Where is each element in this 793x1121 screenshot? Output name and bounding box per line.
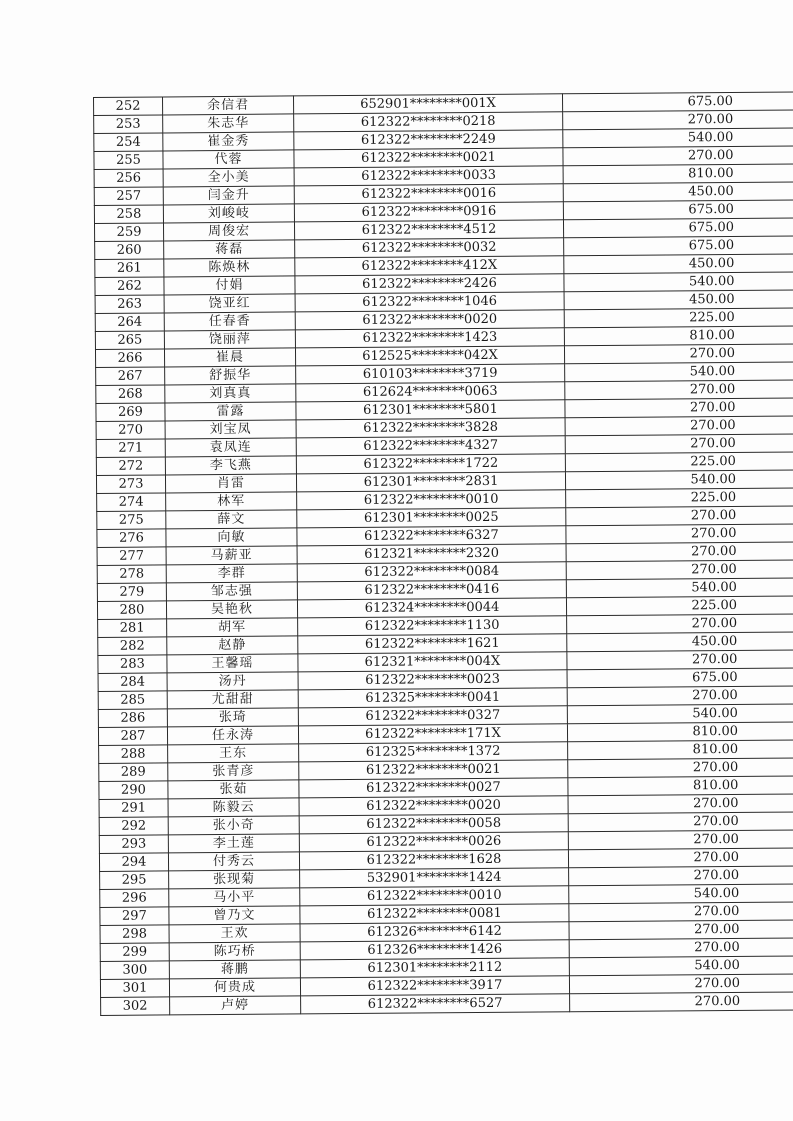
row-number-cell: 263 <box>95 295 164 314</box>
amount-cell: 810.00 <box>568 776 793 796</box>
id-number-cell: 612322********0032 <box>295 238 564 258</box>
row-number-cell: 283 <box>98 655 167 674</box>
id-number-cell: 612322********2426 <box>295 274 564 294</box>
person-name-cell: 刘真真 <box>165 384 296 403</box>
row-number-cell: 276 <box>97 529 166 548</box>
amount-cell: 450.00 <box>563 182 793 202</box>
id-number-cell: 652901********001X <box>293 94 562 114</box>
id-number-cell: 612322********1130 <box>298 616 567 636</box>
row-number-cell: 301 <box>100 979 169 998</box>
person-name-cell: 蒋磊 <box>164 240 295 259</box>
amount-cell: 270.00 <box>568 758 793 778</box>
amount-cell: 270.00 <box>565 380 793 400</box>
person-name-cell: 张茹 <box>168 780 299 799</box>
amount-cell: 540.00 <box>565 470 793 490</box>
id-number-cell: 612325********0041 <box>298 688 567 708</box>
row-number-cell: 257 <box>94 187 163 206</box>
person-name-cell: 张青彦 <box>168 762 299 781</box>
row-number-cell: 302 <box>101 997 170 1016</box>
id-number-cell: 612301********0025 <box>297 508 566 528</box>
amount-cell: 270.00 <box>569 902 793 922</box>
id-number-cell: 612322********0058 <box>299 814 568 834</box>
amount-cell: 270.00 <box>569 974 793 994</box>
id-number-cell: 612322********0416 <box>297 580 566 600</box>
id-number-cell: 612525********042X <box>295 346 564 366</box>
id-number-cell: 612321********004X <box>298 652 567 672</box>
id-number-cell: 612301********2112 <box>300 958 569 978</box>
amount-cell: 540.00 <box>565 362 793 382</box>
id-number-cell: 612322********3917 <box>300 976 569 996</box>
id-number-cell: 612326********1426 <box>300 940 569 960</box>
amount-cell: 810.00 <box>567 722 793 742</box>
id-number-cell: 612322********1628 <box>299 850 568 870</box>
amount-cell: 270.00 <box>567 614 793 634</box>
id-number-cell: 612325********1372 <box>299 742 568 762</box>
person-name-cell: 周俊宏 <box>163 222 294 241</box>
amount-cell: 270.00 <box>568 812 793 832</box>
person-name-cell: 吴艳秋 <box>166 600 297 619</box>
row-number-cell: 281 <box>98 619 167 638</box>
id-number-cell: 612322********0084 <box>297 562 566 582</box>
row-number-cell: 278 <box>97 565 166 584</box>
person-name-cell: 任春香 <box>164 312 295 331</box>
person-name-cell: 雷露 <box>165 402 296 421</box>
id-number-cell: 612321********2320 <box>297 544 566 564</box>
person-name-cell: 全小美 <box>163 168 294 187</box>
amount-cell: 540.00 <box>564 272 793 292</box>
person-name-cell: 张现菊 <box>169 870 300 889</box>
person-name-cell: 刘宝凤 <box>165 420 296 439</box>
id-number-cell: 612322********0033 <box>294 166 563 186</box>
person-name-cell: 胡军 <box>167 618 298 637</box>
amount-cell: 675.00 <box>567 668 793 688</box>
person-name-cell: 朱志华 <box>163 114 294 133</box>
id-number-cell: 612322********0021 <box>294 148 563 168</box>
id-number-cell: 612322********6527 <box>301 994 570 1014</box>
id-number-cell: 612322********0027 <box>299 778 568 798</box>
person-name-cell: 李土莲 <box>168 834 299 853</box>
id-number-cell: 612324********0044 <box>297 598 566 618</box>
row-number-cell: 262 <box>95 277 164 296</box>
id-number-cell: 612322********0026 <box>299 832 568 852</box>
row-number-cell: 256 <box>94 169 163 188</box>
person-name-cell: 陈毅云 <box>168 798 299 817</box>
person-name-cell: 崔晨 <box>164 348 295 367</box>
amount-cell: 225.00 <box>566 488 793 508</box>
person-name-cell: 马薪亚 <box>166 546 297 565</box>
person-name-cell: 卢婷 <box>170 996 301 1015</box>
amount-cell: 270.00 <box>564 344 793 364</box>
amount-cell: 270.00 <box>566 542 793 562</box>
id-number-cell: 612322********412X <box>295 256 564 276</box>
id-number-cell: 612322********0327 <box>298 706 567 726</box>
person-name-cell: 赵静 <box>167 636 298 655</box>
amount-cell: 270.00 <box>563 146 793 166</box>
amount-cell: 270.00 <box>567 650 793 670</box>
person-name-cell: 肖雷 <box>165 474 296 493</box>
row-number-cell: 271 <box>96 439 165 458</box>
amount-cell: 270.00 <box>569 920 793 940</box>
person-name-cell: 李群 <box>166 564 297 583</box>
row-number-cell: 258 <box>94 205 163 224</box>
amount-cell: 270.00 <box>565 416 793 436</box>
amount-cell: 270.00 <box>563 110 793 130</box>
row-number-cell: 297 <box>100 907 169 926</box>
person-name-cell: 刘峻岐 <box>163 204 294 223</box>
id-number-cell: 612301********2831 <box>296 472 565 492</box>
person-name-cell: 王欢 <box>169 924 300 943</box>
person-name-cell: 曾乃文 <box>169 906 300 925</box>
row-number-cell: 277 <box>97 547 166 566</box>
amount-cell: 675.00 <box>563 218 793 238</box>
id-number-cell: 612322********6327 <box>297 526 566 546</box>
id-number-cell: 612322********4512 <box>294 220 563 240</box>
person-name-cell: 余信君 <box>163 96 294 115</box>
row-number-cell: 273 <box>96 475 165 494</box>
row-number-cell: 300 <box>100 961 169 980</box>
amount-cell: 540.00 <box>563 128 793 148</box>
person-name-cell: 林军 <box>166 492 297 511</box>
id-number-cell: 612322********0020 <box>299 796 568 816</box>
row-number-cell: 268 <box>96 385 165 404</box>
row-number-cell: 269 <box>96 403 165 422</box>
id-number-cell: 612322********0016 <box>294 184 563 204</box>
person-name-cell: 尤甜甜 <box>167 690 298 709</box>
person-name-cell: 付娟 <box>164 276 295 295</box>
amount-cell: 270.00 <box>568 830 793 850</box>
row-number-cell: 261 <box>95 259 164 278</box>
roster-table <box>93 91 793 1015</box>
row-number-cell: 286 <box>98 709 167 728</box>
roster-table-body <box>94 92 793 1015</box>
person-name-cell: 邹志强 <box>166 582 297 601</box>
row-number-cell: 259 <box>94 223 163 242</box>
amount-cell: 540.00 <box>569 956 793 976</box>
person-name-cell: 王馨瑶 <box>167 654 298 673</box>
id-number-cell: 612322********0020 <box>295 310 564 330</box>
amount-cell: 450.00 <box>564 290 793 310</box>
id-number-cell: 612322********0023 <box>298 670 567 690</box>
row-number-cell: 295 <box>100 871 169 890</box>
row-number-cell: 253 <box>94 115 163 134</box>
amount-cell: 810.00 <box>564 326 793 346</box>
amount-cell: 540.00 <box>569 884 793 904</box>
row-number-cell: 264 <box>95 313 164 332</box>
row-number-cell: 284 <box>98 673 167 692</box>
person-name-cell: 王东 <box>168 744 299 763</box>
person-name-cell: 向敏 <box>166 528 297 547</box>
id-number-cell: 612322********171X <box>298 724 567 744</box>
id-number-cell: 610103********3719 <box>296 364 565 384</box>
id-number-cell: 612322********3828 <box>296 418 565 438</box>
row-number-cell: 272 <box>96 457 165 476</box>
id-number-cell: 612624********0063 <box>296 382 565 402</box>
person-name-cell: 何贵成 <box>169 978 300 997</box>
amount-cell: 270.00 <box>566 524 793 544</box>
row-number-cell: 296 <box>100 889 169 908</box>
row-number-cell: 255 <box>94 151 163 170</box>
id-number-cell: 612322********1722 <box>296 454 565 474</box>
id-number-cell: 612322********4327 <box>296 436 565 456</box>
person-name-cell: 付秀云 <box>168 852 299 871</box>
amount-cell: 450.00 <box>564 254 793 274</box>
row-number-cell: 280 <box>97 601 166 620</box>
person-name-cell: 薛文 <box>166 510 297 529</box>
row-number-cell: 254 <box>94 133 163 152</box>
id-number-cell: 612322********0021 <box>299 760 568 780</box>
row-number-cell: 293 <box>99 835 168 854</box>
id-number-cell: 612322********0081 <box>300 904 569 924</box>
person-name-cell: 任永涛 <box>167 726 298 745</box>
row-number-cell: 285 <box>98 691 167 710</box>
id-number-cell: 612301********5801 <box>296 400 565 420</box>
person-name-cell: 袁凤连 <box>165 438 296 457</box>
amount-cell: 675.00 <box>562 92 793 112</box>
amount-cell: 270.00 <box>570 992 793 1012</box>
amount-cell: 810.00 <box>563 164 793 184</box>
person-name-cell: 张琦 <box>167 708 298 727</box>
id-number-cell: 612322********0218 <box>294 112 563 132</box>
row-number-cell: 292 <box>99 817 168 836</box>
amount-cell: 270.00 <box>566 560 793 580</box>
id-number-cell: 612322********1046 <box>295 292 564 312</box>
amount-cell: 270.00 <box>569 866 793 886</box>
person-name-cell: 蒋鹏 <box>169 960 300 979</box>
amount-cell: 540.00 <box>567 704 793 724</box>
id-number-cell: 612322********1423 <box>295 328 564 348</box>
person-name-cell: 陈焕林 <box>164 258 295 277</box>
amount-cell: 225.00 <box>566 596 793 616</box>
row-number-cell: 298 <box>100 925 169 944</box>
amount-cell: 270.00 <box>566 506 793 526</box>
amount-cell: 270.00 <box>567 686 793 706</box>
amount-cell: 540.00 <box>566 578 793 598</box>
id-number-cell: 612322********0010 <box>300 886 569 906</box>
person-name-cell: 舒振华 <box>165 366 296 385</box>
row-number-cell: 289 <box>99 763 168 782</box>
amount-cell: 270.00 <box>568 848 793 868</box>
amount-cell: 225.00 <box>564 308 793 328</box>
person-name-cell: 马小平 <box>169 888 300 907</box>
person-name-cell: 饶亚红 <box>164 294 295 313</box>
person-name-cell: 陈巧桥 <box>169 942 300 961</box>
id-number-cell: 612326********6142 <box>300 922 569 942</box>
amount-cell: 270.00 <box>565 434 793 454</box>
person-name-cell: 崔金秀 <box>163 132 294 151</box>
person-name-cell: 代蓉 <box>163 150 294 169</box>
person-name-cell: 李飞燕 <box>165 456 296 475</box>
row-number-cell: 282 <box>98 637 167 656</box>
amount-cell: 270.00 <box>565 398 793 418</box>
row-number-cell: 267 <box>96 367 165 386</box>
row-number-cell: 260 <box>95 241 164 260</box>
row-number-cell: 288 <box>99 745 168 764</box>
amount-cell: 675.00 <box>564 236 793 256</box>
id-number-cell: 612322********0916 <box>294 202 563 222</box>
row-number-cell: 266 <box>95 349 164 368</box>
amount-cell: 270.00 <box>569 938 793 958</box>
row-number-cell: 290 <box>99 781 168 800</box>
row-number-cell: 252 <box>94 97 163 116</box>
row-number-cell: 299 <box>100 943 169 962</box>
amount-cell: 810.00 <box>568 740 793 760</box>
id-number-cell: 612322********2249 <box>294 130 563 150</box>
person-name-cell: 饶丽萍 <box>164 330 295 349</box>
row-number-cell: 291 <box>99 799 168 818</box>
row-number-cell: 287 <box>98 727 167 746</box>
row-number-cell: 275 <box>97 511 166 530</box>
row-number-cell: 265 <box>95 331 164 350</box>
id-number-cell: 612322********1621 <box>298 634 567 654</box>
row-number-cell: 274 <box>97 493 166 512</box>
row-number-cell: 270 <box>96 421 165 440</box>
amount-cell: 675.00 <box>563 200 793 220</box>
amount-cell: 450.00 <box>567 632 793 652</box>
id-number-cell: 532901********1424 <box>300 868 569 888</box>
person-name-cell: 闫金升 <box>163 186 294 205</box>
row-number-cell: 279 <box>97 583 166 602</box>
amount-cell: 270.00 <box>568 794 793 814</box>
id-number-cell: 612322********0010 <box>297 490 566 510</box>
person-name-cell: 汤丹 <box>167 672 298 691</box>
row-number-cell: 294 <box>99 853 168 872</box>
person-name-cell: 张小奇 <box>168 816 299 835</box>
amount-cell: 225.00 <box>565 452 793 472</box>
